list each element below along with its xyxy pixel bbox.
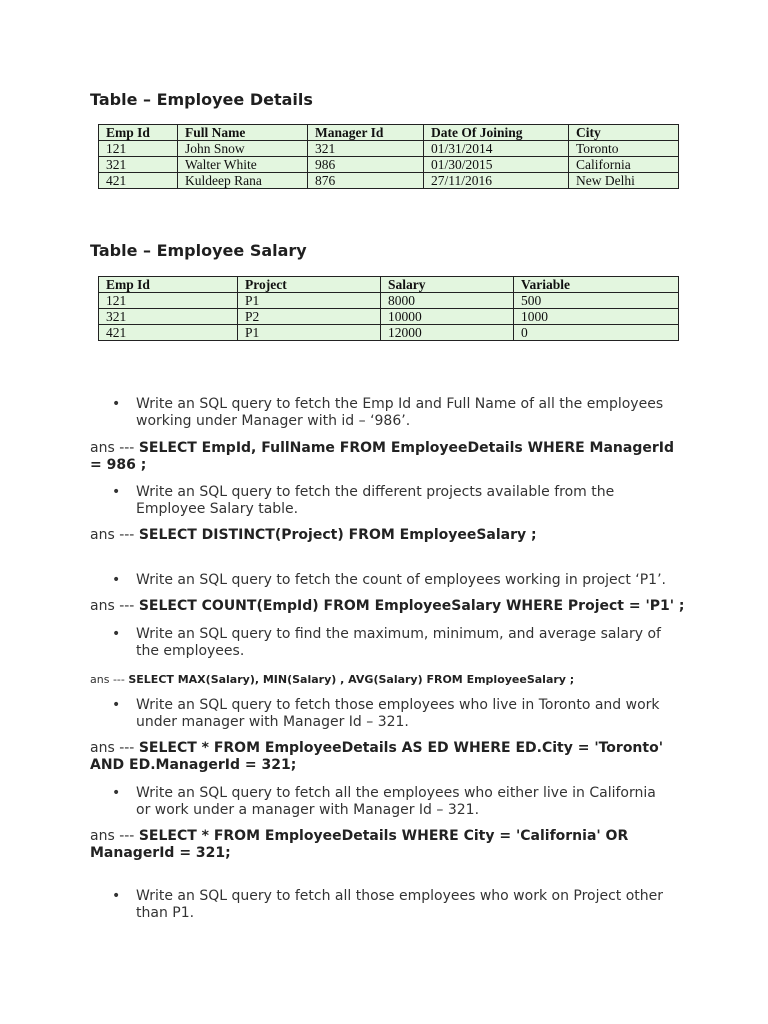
answer-sql: SELECT DISTINCT(Project) FROM EmployeeSalary ; [138,527,537,543]
table-row [99,173,679,189]
table-row [99,325,679,341]
table-cell: 421 [99,173,178,189]
answer-label: ans --- [90,598,139,614]
question-item [112,396,672,430]
question-item [112,626,672,660]
table-cell: 8000 [381,293,514,309]
answer-line [90,740,690,774]
question-item [112,697,672,731]
table-cell: P1 [238,293,381,309]
column-header: Project [238,277,381,293]
column-header: Full Name [178,125,308,141]
bullet-icon: • [112,572,121,588]
table-cell: 421 [99,325,238,341]
question-item [112,888,672,922]
employee-details-heading: Table – Employee Details [90,90,313,109]
question-text: Write an SQL query to fetch the count of employees working in project ‘P1’. [136,572,666,588]
answer-sql: SELECT EmpId, FullName FROM EmployeeDetails WHERE ManagerId = 986 ; [90,440,674,473]
bullet-icon: • [112,888,121,904]
table-cell: 986 [308,157,424,173]
bullet-icon: • [112,626,121,642]
bullet-icon: • [112,484,121,500]
table-cell: Kuldeep Rana [178,173,308,189]
employee-salary-heading: Table – Employee Salary [90,241,307,260]
column-header: City [569,125,679,141]
answer-sql: SELECT COUNT(EmpId) FROM EmployeeSalary WHERE Project = 'P1' ; [138,598,685,614]
table-cell: 12000 [381,325,514,341]
answer-line [90,440,690,474]
table-cell: 500 [514,293,679,309]
table-cell: P1 [238,325,381,341]
answer-label: ans --- [90,673,129,686]
table-cell: Walter White [178,157,308,173]
table-cell: 121 [99,293,238,309]
table-row [99,157,679,173]
table-cell: 0 [514,325,679,341]
answer-label: ans --- [90,740,139,756]
table-cell: 10000 [381,309,514,325]
bullet-icon: • [112,785,121,801]
column-header: Emp Id [99,277,238,293]
answer-label: ans --- [90,828,139,844]
table-row [99,309,679,325]
answer-sql: SELECT * FROM EmployeeDetails WHERE City = 'California' OR ManagerId = 321; [90,828,629,861]
table-cell: P2 [238,309,381,325]
answer-label: ans --- [90,440,139,456]
table-cell: New Delhi [569,173,679,189]
column-header: Manager Id [308,125,424,141]
answer-line [90,828,690,862]
column-header: Emp Id [99,125,178,141]
bullet-icon: • [112,697,121,713]
table-row [99,141,679,157]
answer-label: ans --- [90,527,139,543]
table-cell: 321 [99,309,238,325]
column-header: Date Of Joining [424,125,569,141]
question-item [112,572,672,589]
table-cell: 1000 [514,309,679,325]
table-cell: 01/30/2015 [424,157,569,173]
bullet-icon: • [112,396,121,412]
answer-sql: SELECT * FROM EmployeeDetails AS ED WHERE ED.City = 'Toronto' AND ED.ManagerId = 321; [90,740,663,773]
table-cell: California [569,157,679,173]
question-text: Write an SQL query to fetch those employees who live in Toronto and work under manager with Manager Id – 321. [136,697,660,730]
column-header: Variable [514,277,679,293]
employee-details-table [98,124,679,189]
answer-sql: SELECT MAX(Salary), MIN(Salary) , AVG(Salary) FROM EmployeeSalary ; [128,673,575,686]
question-text: Write an SQL query to fetch the Emp Id and Full Name of all the employees working under Manager with id – ‘986’. [136,396,664,429]
table-header-row [99,125,679,141]
question-text: Write an SQL query to find the maximum, minimum, and average salary of the employees. [136,626,661,659]
question-item [112,785,672,819]
table-cell: 321 [308,141,424,157]
question-item [112,484,672,518]
question-text: Write an SQL query to fetch all those employees who work on Project other than P1. [136,888,664,921]
question-text: Write an SQL query to fetch all the employees who either live in California or work under a manager with Manager Id – 321. [136,785,656,818]
answer-line [90,671,690,688]
table-cell: 876 [308,173,424,189]
employee-salary-table [98,276,679,341]
table-row [99,293,679,309]
answer-line [90,598,690,615]
table-cell: 27/11/2016 [424,173,569,189]
table-cell: 121 [99,141,178,157]
answer-line [90,527,690,544]
table-cell: 01/31/2014 [424,141,569,157]
table-cell: Toronto [569,141,679,157]
question-text: Write an SQL query to fetch the different projects available from the Employee Salary table. [136,484,615,517]
table-cell: John Snow [178,141,308,157]
table-cell: 321 [99,157,178,173]
column-header: Salary [381,277,514,293]
table-header-row [99,277,679,293]
